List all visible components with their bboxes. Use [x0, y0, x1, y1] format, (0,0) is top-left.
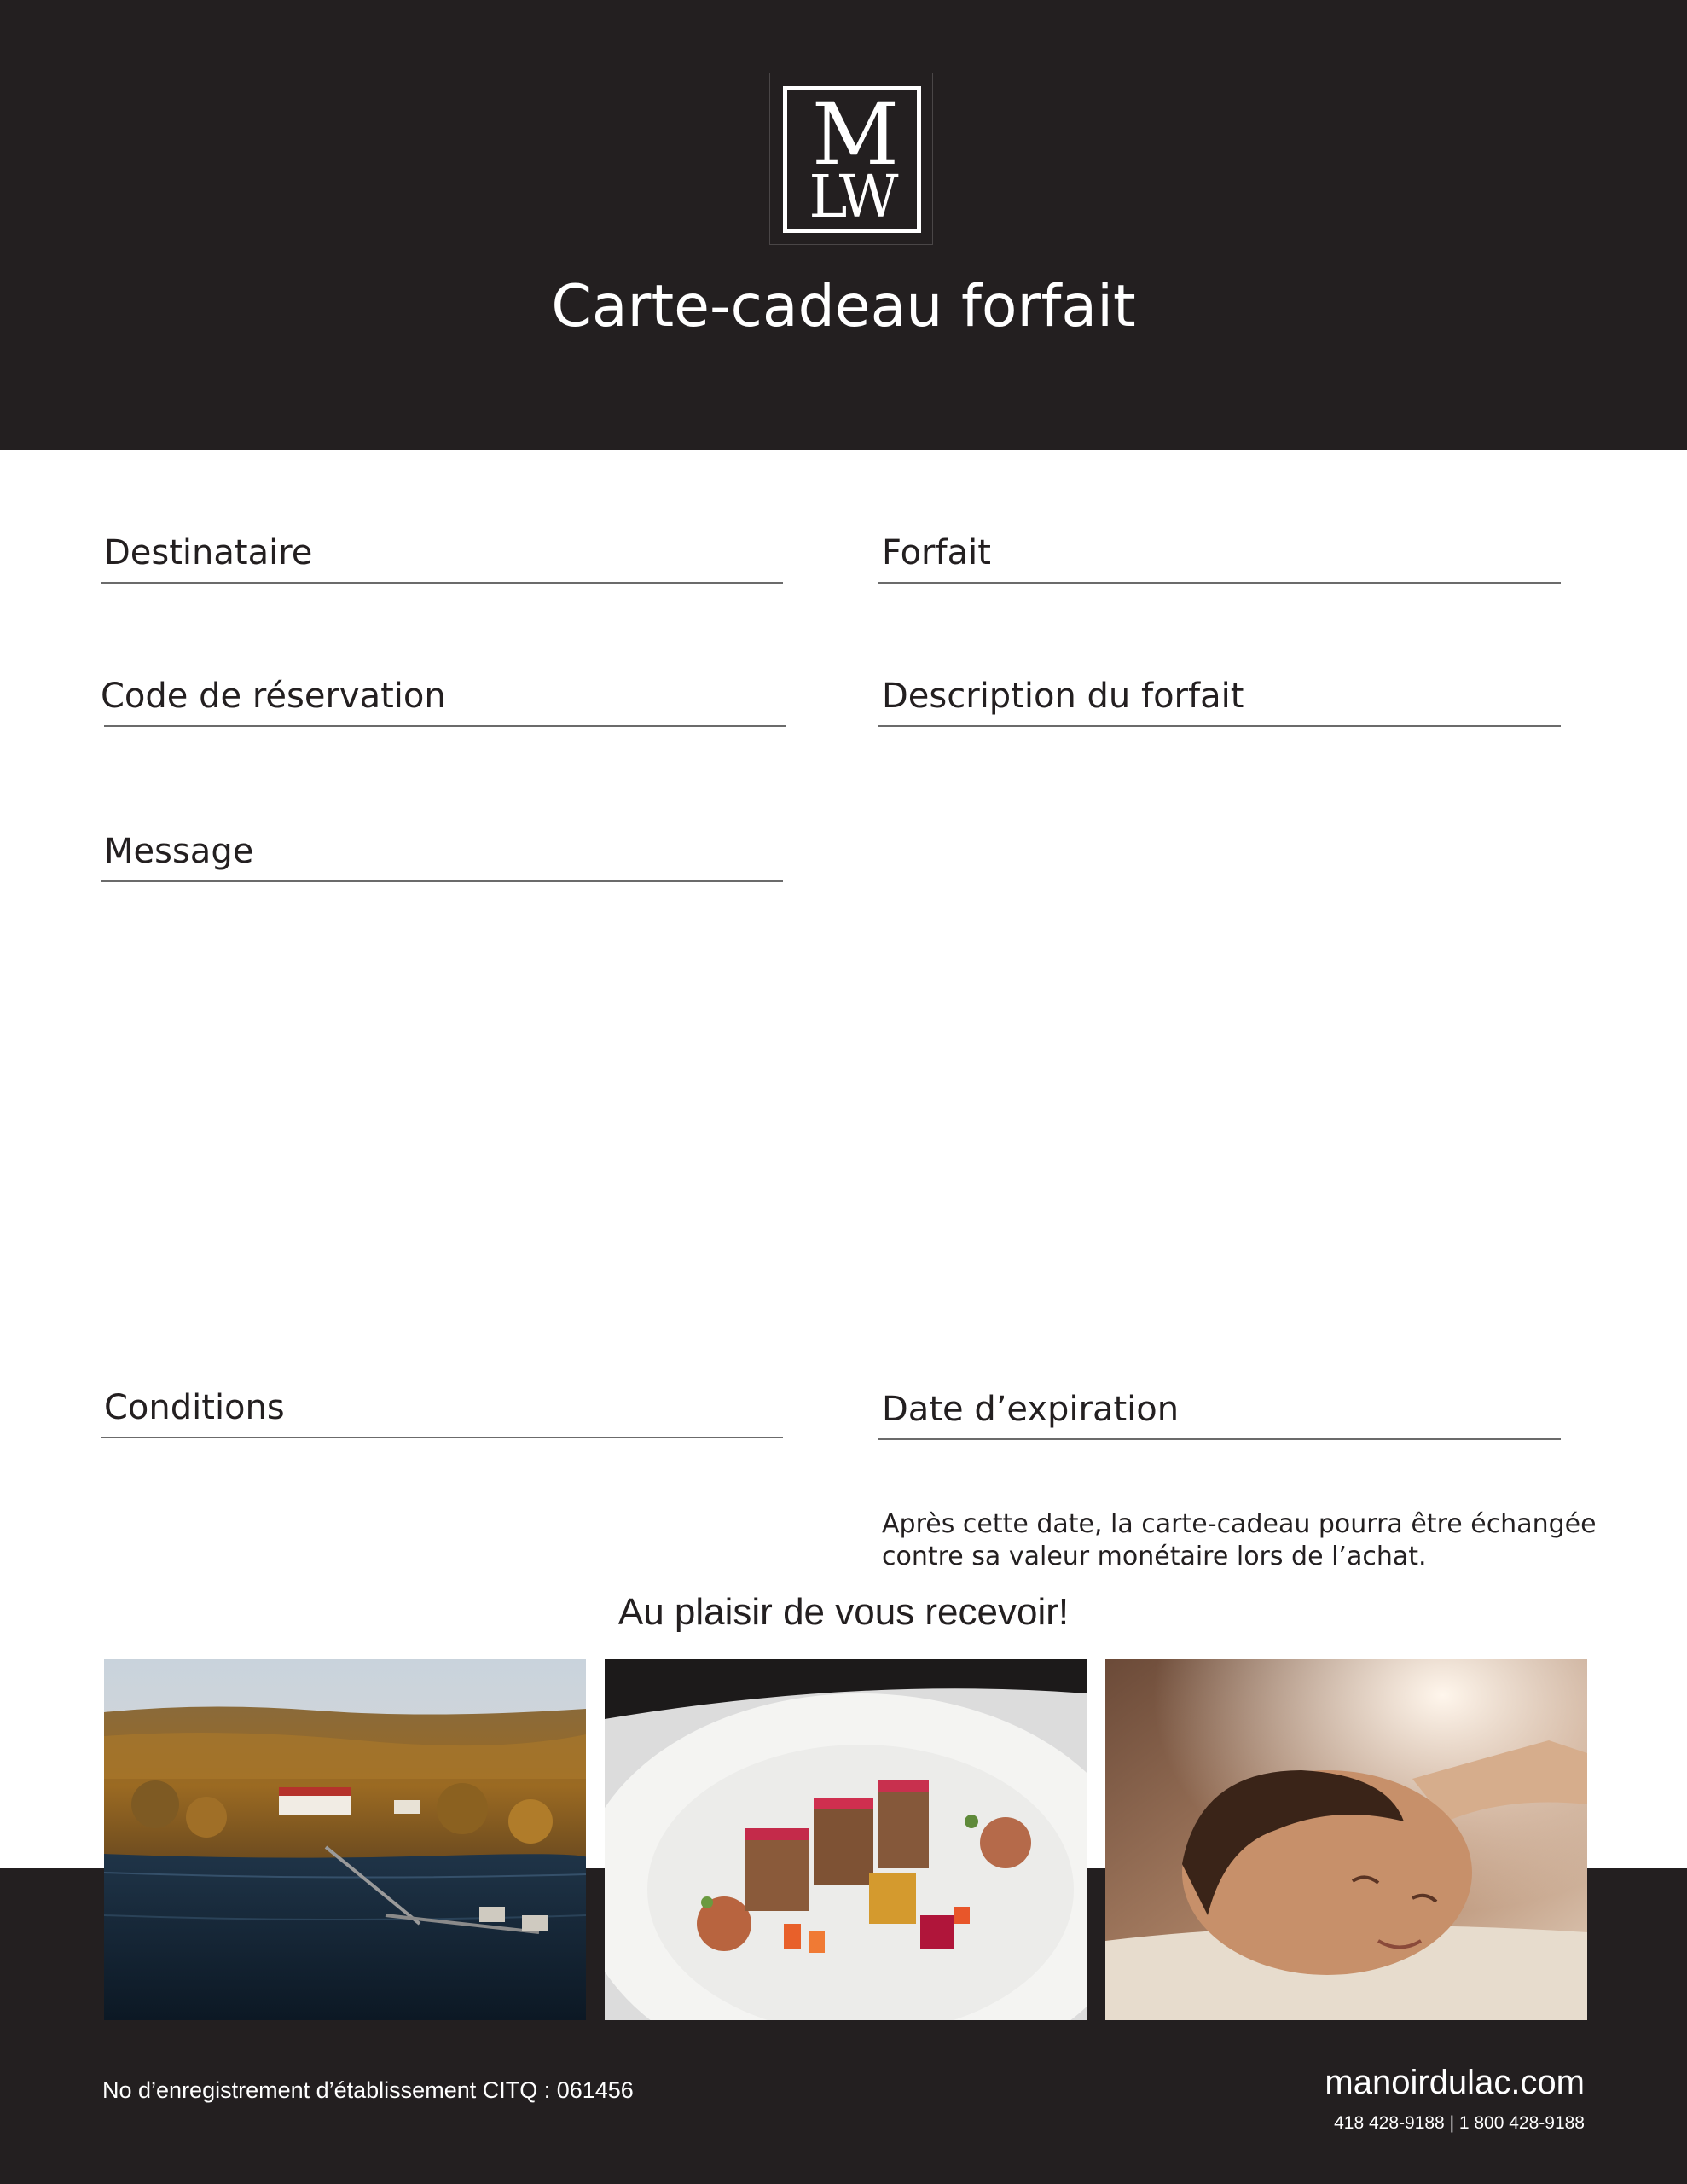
package-description-field[interactable]: [878, 676, 1561, 727]
conditions-field[interactable]: [101, 1387, 783, 1438]
expiry-note: Après cette date, la carte-cadeau pourra être échangée contre sa valeur monétaire lors de l’achat.: [882, 1509, 1597, 1571]
gourmet-dish-photo: [605, 1659, 1087, 2020]
message-field[interactable]: [101, 831, 783, 882]
logo: [769, 73, 933, 245]
booking-code-field[interactable]: [101, 676, 786, 727]
package-label: Forfait: [882, 533, 991, 572]
package-field[interactable]: [878, 532, 1561, 584]
welcome-message: Au plaisir de vous recevoir!: [617, 1591, 1070, 1633]
logo-monogram-bottom: LW: [809, 164, 896, 231]
spa-massage-photo: [1105, 1659, 1587, 2020]
phone-numbers: 418 428-9188 | 1 800 428-9188: [1334, 2113, 1585, 2133]
logo-frame: [783, 86, 921, 233]
conditions-label: Conditions: [104, 1388, 285, 1427]
citq-registration: No d’enregistrement d’établissement CITQ : 061456: [102, 2077, 634, 2103]
header-band: [0, 0, 1687, 450]
logo-monogram-top: M: [811, 84, 893, 184]
aerial-lake-manor-photo: [104, 1659, 586, 2020]
message-label: Message: [104, 832, 254, 871]
website-link[interactable]: manoirdulac.com: [1325, 2064, 1585, 2101]
expiry-date-label: Date d’expiration: [882, 1390, 1180, 1429]
recipient-field[interactable]: [101, 532, 783, 584]
recipient-label: Destinataire: [104, 533, 313, 572]
page-title: Carte-cadeau forfait: [551, 273, 1136, 340]
expiry-date-field[interactable]: [878, 1389, 1561, 1440]
package-description-label: Description du forfait: [882, 677, 1244, 716]
booking-code-label: Code de réservation: [101, 677, 446, 716]
